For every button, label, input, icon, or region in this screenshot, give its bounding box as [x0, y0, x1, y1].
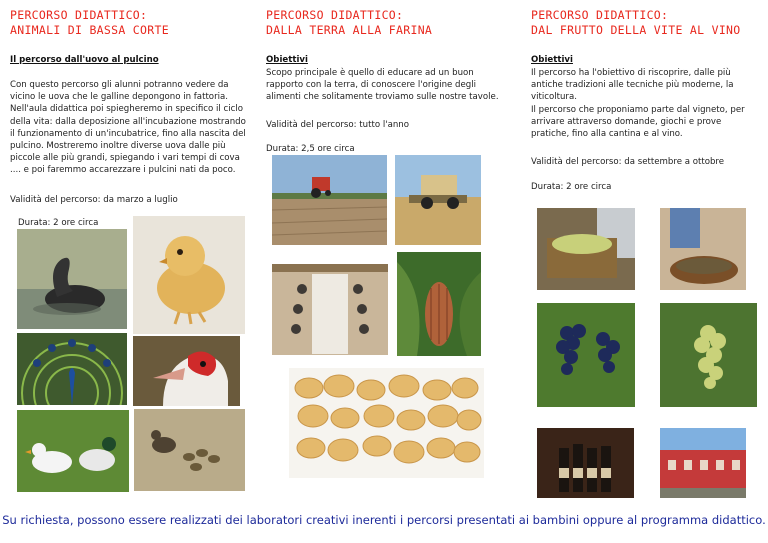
- duration-text: Durata: 2 ore circa: [531, 182, 612, 192]
- ducks-grass-photo: [17, 410, 129, 492]
- validity-text: Validità del percorso: da marzo a luglio: [10, 195, 178, 205]
- bread-photo: [289, 368, 484, 478]
- ducklings-photo: [134, 409, 245, 491]
- column-body: Con questo percorso gli alunni potranno vedere da vicino le uova che le galline depongono in fattoria. Nell'aula didattica poi spiegheremo in specifico il ciclo della vita: dalla deposizione all'incubazione mostrando il funzionamento di un'incubatrice, fino alla nascita del pulcino. Mostreremo inoltre diverse uova dalle più piccole alle più grandi, spiegando i vari tempi di cova .... e poi faremmo accarezzare i pulcini nati da poco.: [10, 80, 246, 176]
- grape-press-illustration: [537, 208, 635, 290]
- column-subtitle: Obiettivi: [531, 55, 573, 65]
- chick-photo: [133, 216, 245, 334]
- duck-head-illustration: [133, 336, 240, 406]
- validity-text: Validità del percorso: da settembre a ottobre: [531, 157, 725, 167]
- bread-illustration: [289, 368, 484, 478]
- column-subtitle: Il percorso dall'uovo al pulcino: [10, 55, 159, 65]
- goose-photo: [17, 229, 127, 329]
- black-grapes-photo: [537, 303, 635, 407]
- ducks-illustration: [17, 410, 129, 492]
- grape-harvest-photo: [660, 208, 746, 290]
- column-title: PERCORSO DIDATTICO: DAL FRUTTO DELLA VITE AL VINO: [531, 8, 741, 37]
- harvester-photo: [395, 155, 481, 245]
- wine-bottles-illustration: [537, 428, 634, 498]
- column-title: PERCORSO DIDATTICO: ANIMALI DI BASSA CORTE: [10, 8, 169, 37]
- farmhouse-illustration: [660, 428, 746, 498]
- corn-illustration: [397, 252, 481, 356]
- white-grapes-illustration: [660, 303, 757, 407]
- wine-bottles-photo: [537, 428, 634, 498]
- goose-illustration: [17, 229, 127, 329]
- classroom-photo: [272, 264, 388, 355]
- tractor-field-photo: [272, 155, 387, 245]
- peacock-illustration: [17, 333, 127, 405]
- peacock-photo: [17, 333, 127, 405]
- column-subtitle: Obiettivi: [266, 55, 308, 65]
- harvester-illustration: [395, 155, 481, 245]
- ducklings-illustration: [134, 409, 245, 491]
- corn-photo: [397, 252, 481, 356]
- farmhouse-photo: [660, 428, 746, 498]
- grape-harvest-illustration: [660, 208, 746, 290]
- white-grapes-photo: [660, 303, 757, 407]
- footer-note: Su richiesta, possono essere realizzati dei laboratori creativi inerenti i percorsi presentati ai bambini oppure al programma didattico.: [2, 513, 766, 527]
- tractor-illustration: [272, 155, 387, 245]
- classroom-illustration: [272, 264, 388, 355]
- duration-text: Durata: 2 ore circa: [18, 218, 99, 228]
- column-body: Il percorso ha l'obiettivo di riscoprire, dalle più antiche tradizioni alle tecniche più moderne, la viticoltura. Il percorso che proponiamo parte dal vigneto, per arrivare attraverso domande, giochi e prove pratiche, fino alla cantina e al vino.: [531, 68, 745, 140]
- grape-press-photo: [537, 208, 635, 290]
- column-body: Scopo principale è quello di educare ad un buon rapporto con la terra, di conoscere l'origine degli alimenti che solitamente troviamo sulle nostre tavole.: [266, 68, 499, 103]
- column-title: PERCORSO DIDATTICO: DALLA TERRA ALLA FARINA: [266, 8, 433, 37]
- duration-text: Durata: 2,5 ore circa: [266, 144, 355, 154]
- chick-illustration: [133, 216, 245, 334]
- black-grapes-illustration: [537, 303, 635, 407]
- validity-text: Validità del percorso: tutto l'anno: [266, 120, 410, 130]
- muscovy-duck-photo: [133, 336, 240, 406]
